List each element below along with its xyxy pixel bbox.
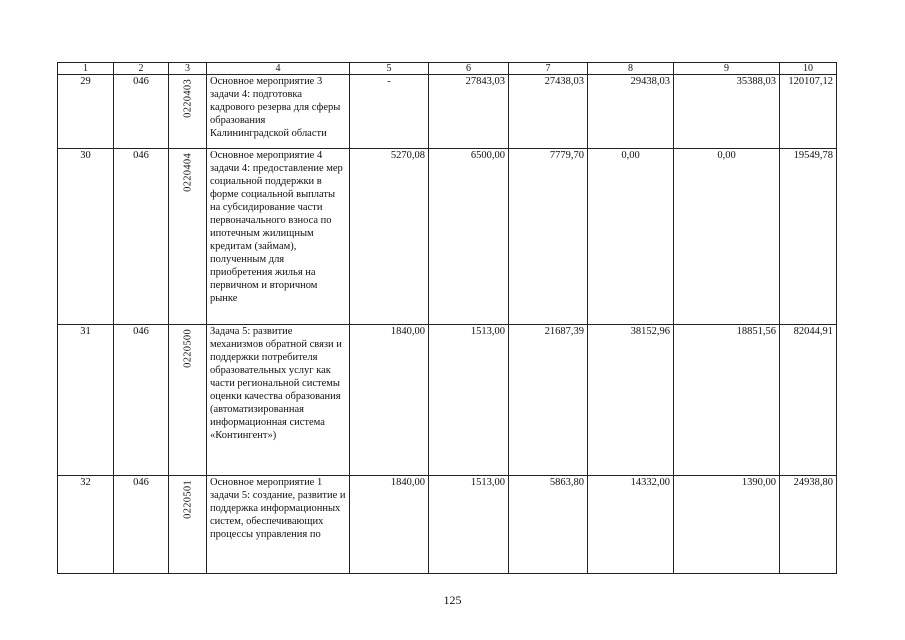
value-col9: 35388,03 bbox=[674, 75, 780, 149]
value-col6: 27843,03 bbox=[429, 75, 509, 149]
budget-code: 0220500 bbox=[182, 329, 193, 368]
header-cell: 8 bbox=[588, 63, 674, 75]
budget-code-cell bbox=[169, 149, 207, 325]
value-col8: 29438,03 bbox=[588, 75, 674, 149]
budget-code: 0220501 bbox=[182, 480, 193, 519]
budget-table bbox=[57, 62, 837, 574]
value-col6: 1513,00 bbox=[429, 325, 509, 476]
value-col10: 120107,12 bbox=[780, 75, 837, 149]
header-cell: 7 bbox=[509, 63, 588, 75]
row-number: 30 bbox=[58, 149, 114, 325]
header-cell: 6 bbox=[429, 63, 509, 75]
header-cell: 1 bbox=[58, 63, 114, 75]
table-header-row bbox=[58, 63, 837, 75]
row-number: 29 bbox=[58, 75, 114, 149]
value-col10: 82044,91 bbox=[780, 325, 837, 476]
header-cell: 9 bbox=[674, 63, 780, 75]
budget-code: 0220403 bbox=[182, 79, 193, 118]
value-col9: 0,00 bbox=[674, 149, 780, 325]
table-row bbox=[58, 149, 837, 325]
activity-name: Основное мероприятие 1 задачи 5: создание, развитие и поддержка информационных систем, обеспечивающих процессы управления по bbox=[207, 476, 350, 574]
value-col7: 7779,70 bbox=[509, 149, 588, 325]
table-row bbox=[58, 75, 837, 149]
budget-code-cell bbox=[169, 75, 207, 149]
header-cell: 3 bbox=[169, 63, 207, 75]
header-cell: 5 bbox=[350, 63, 429, 75]
value-col8: 0,00 bbox=[588, 149, 674, 325]
value-col7: 21687,39 bbox=[509, 325, 588, 476]
grbs-code: 046 bbox=[114, 149, 169, 325]
value-col9: 18851,56 bbox=[674, 325, 780, 476]
activity-name: Основное мероприятие 4 задачи 4: предоставление мер социальной поддержки в форме социальной выплаты на субсидирование части первоначального взноса по ипотечным жилищным кредитам (займам), полученным для приобретения жилья на первичном и вторичном рынке bbox=[207, 149, 350, 325]
header-cell: 4 bbox=[207, 63, 350, 75]
header-cell: 10 bbox=[780, 63, 837, 75]
value-col9: 1390,00 bbox=[674, 476, 780, 574]
value-col6: 1513,00 bbox=[429, 476, 509, 574]
activity-name: Основное мероприятие 3 задачи 4: подготовка кадрового резерва для сферы образования Калининградской области bbox=[207, 75, 350, 149]
budget-code: 0220404 bbox=[182, 153, 193, 192]
page-number: 125 bbox=[443, 593, 462, 607]
value-col8: 38152,96 bbox=[588, 325, 674, 476]
grbs-code: 046 bbox=[114, 75, 169, 149]
value-col10: 19549,78 bbox=[780, 149, 837, 325]
value-col8: 14332,00 bbox=[588, 476, 674, 574]
row-number: 31 bbox=[58, 325, 114, 476]
budget-code-cell bbox=[169, 476, 207, 574]
table-row bbox=[58, 476, 837, 574]
grbs-code: 046 bbox=[114, 325, 169, 476]
table-row bbox=[58, 325, 837, 476]
grbs-code: 046 bbox=[114, 476, 169, 574]
activity-name: Задача 5: развитие механизмов обратной связи и поддержки потребителя образовательных услуг как части региональной системы оценки качества образования (автоматизированная информационная система «Контингент») bbox=[207, 325, 350, 476]
value-col5: 5270,08 bbox=[350, 149, 429, 325]
header-cell: 2 bbox=[114, 63, 169, 75]
value-col5: - bbox=[350, 75, 429, 149]
budget-code-cell bbox=[169, 325, 207, 476]
value-col7: 27438,03 bbox=[509, 75, 588, 149]
value-col10: 24938,80 bbox=[780, 476, 837, 574]
value-col5: 1840,00 bbox=[350, 325, 429, 476]
value-col5: 1840,00 bbox=[350, 476, 429, 574]
row-number: 32 bbox=[58, 476, 114, 574]
value-col6: 6500,00 bbox=[429, 149, 509, 325]
value-col7: 5863,80 bbox=[509, 476, 588, 574]
